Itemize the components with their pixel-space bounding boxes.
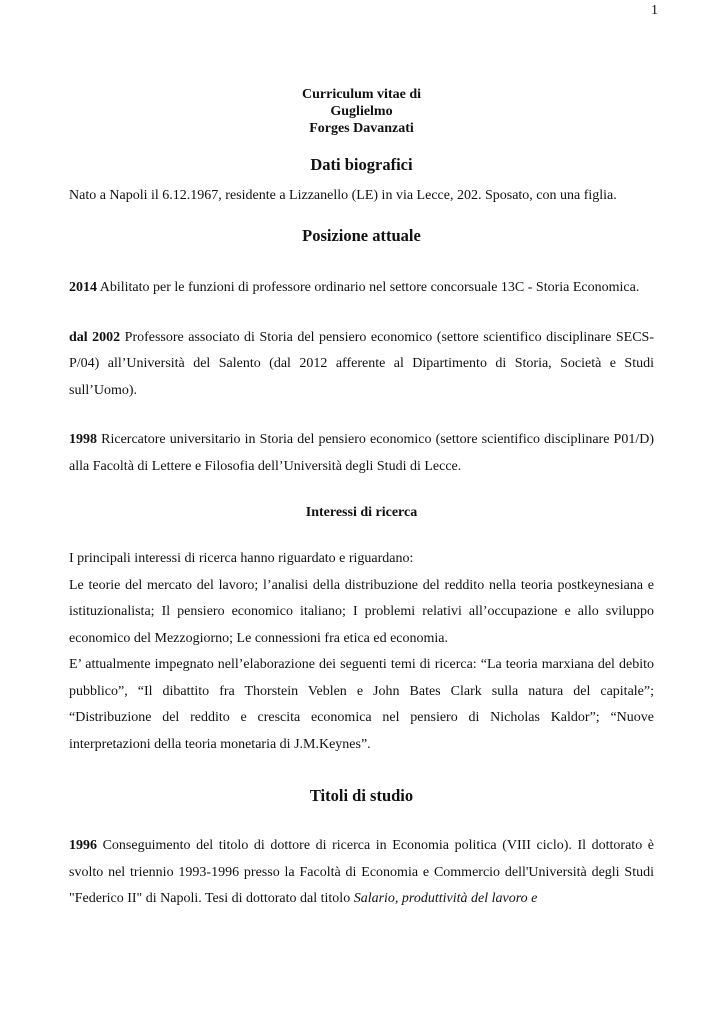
interessi-paragraph — [69, 546, 654, 758]
titoli-entry — [69, 833, 654, 913]
position-entry — [69, 325, 654, 405]
entry-year: 2014 — [69, 280, 97, 295]
entry-text: Conseguimento del titolo di dottore di ricerca in Economia politica (VIII ciclo). Il dottorato è svolto nel triennio 1993-1996 presso la Facoltà di Economia e Commercio dell'Università degli Studi "Federico II" di Napoli. Tesi di dottorato dal titolo — [69, 838, 654, 906]
interessi-current: E’ attualmente impegnato nell’elaborazione dei seguenti temi di ricerca: “La teoria marxiana del debito pubblico”, “Il dibattito fra Thorstein Veblen e John Bates Clark sulla natura del capitale”; “Distribuzione del reddito e crescita economica nel pensiero di Nicholas Kaldor”; “Nuove interpretazioni della teoria monetaria di J.M.Keynes”. — [69, 657, 654, 752]
title-line: Forges Davanzati — [309, 121, 414, 136]
entry-year: dal 2002 — [69, 329, 121, 345]
heading-posizione-attuale: Posizione attuale — [302, 226, 421, 245]
entry-text: Abilitato per le funzioni di professore ordinario nel settore concorsuale 13C - Storia Economica. — [97, 280, 640, 295]
heading-dati-biografici: Dati biografici — [310, 155, 413, 174]
entry-text: Professore associato di Storia del pensiero economico (settore scientifico disciplinare SECS-P/04) all’Università del Salento (dal 2012 afferente al Dipartimento di Storia, Società e Studi sull’Uomo). — [69, 329, 654, 398]
interessi-topics: Le teorie del mercato del lavoro; l’analisi della distribuzione del reddito nella teoria postkeynesiana e istituzionalista; Il pensiero economico italiano; I problemi relativi all’occupazione e allo sviluppo economico del Mezzogiorno; Le connessioni fra etica ed economia. — [69, 577, 654, 646]
document-title — [69, 86, 654, 137]
position-entry — [69, 427, 654, 480]
page-number: 1 — [651, 3, 658, 18]
heading-titoli-di-studio: Titoli di studio — [309, 786, 414, 805]
dati-biografici-text: Nato a Napoli il 6.12.1967, residente a Lizzanello (LE) in via Lecce, 202. Sposato, con una figlia. — [69, 188, 617, 203]
title-line: Guglielmo — [330, 104, 393, 119]
entry-text: Ricercatore universitario in Storia del pensiero economico (settore scientifico disciplinare P01/D) alla Facoltà di Lettere e Filosofia dell’Università degli Studi di Lecce. — [69, 432, 654, 474]
title-line: Curriculum vitae di — [302, 87, 421, 102]
interessi-intro: I principali interessi di ricerca hanno riguardato e riguardano: — [69, 551, 414, 566]
entry-year: 1998 — [69, 432, 97, 447]
position-entry — [69, 275, 654, 302]
thesis-title: Salario, produttività del lavoro e — [353, 891, 538, 906]
cv-page — [69, 86, 654, 913]
heading-interessi-di-ricerca: Interessi di ricerca — [305, 505, 418, 520]
entry-year: 1996 — [69, 838, 97, 853]
